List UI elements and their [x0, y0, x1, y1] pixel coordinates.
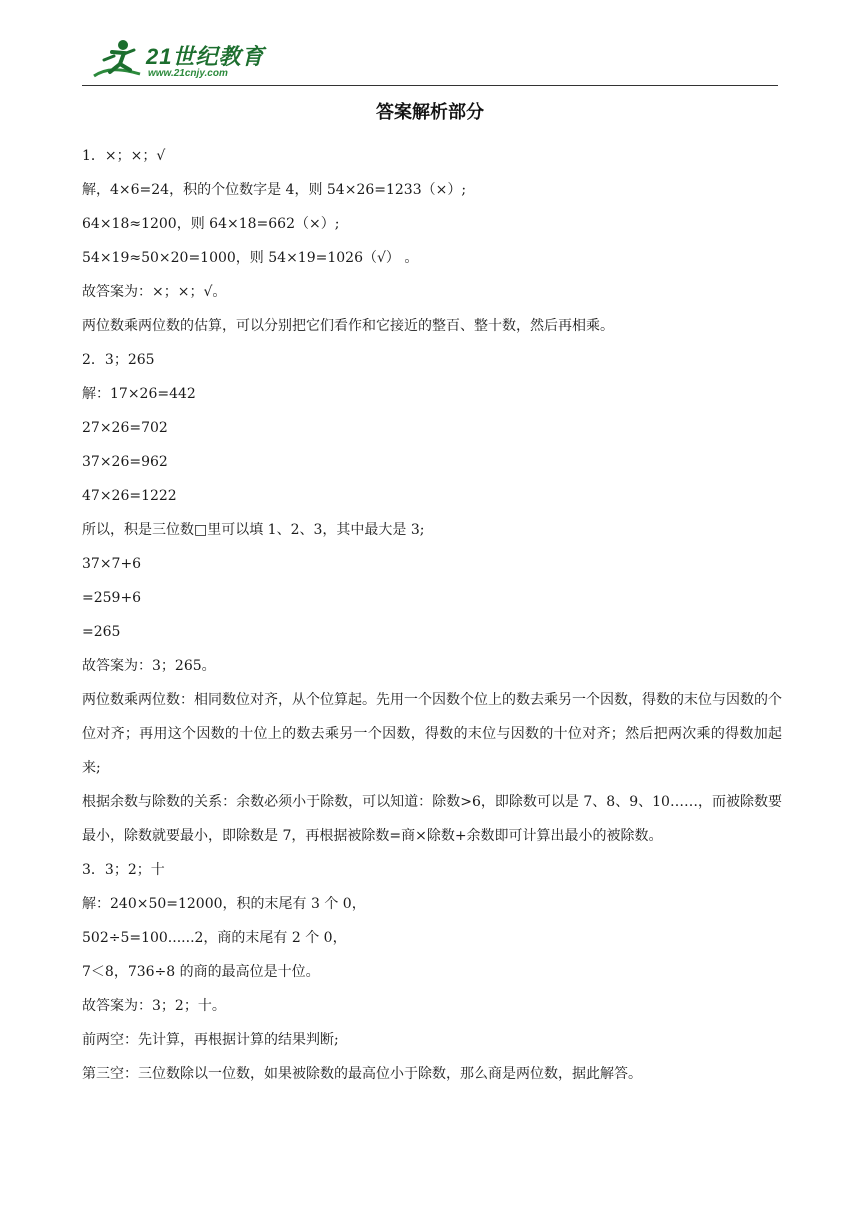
- text-line: 解，4×6=24，积的个位数字是 4，则 54×26=1233（×）;: [82, 182, 467, 198]
- page-title: 答案解析部分: [376, 102, 484, 123]
- runner-logo-icon: [90, 38, 146, 82]
- text-line: 前两空：先计算，再根据计算的结果判断;: [82, 1032, 339, 1048]
- text-line: =259+6: [82, 590, 142, 606]
- text-line: 两位数乘两位数的估算，可以分别把它们看作和它接近的整百、整十数，然后再相乘。: [82, 318, 614, 334]
- logo-url: www.21cnjy.com: [148, 68, 228, 79]
- text-line: 7＜8，736÷8 的商的最高位是十位。: [82, 964, 320, 980]
- text-line: 47×26=1222: [82, 488, 177, 504]
- text-line: 54×19≈50×20=1000，则 54×19=1026（√） 。: [82, 250, 419, 266]
- text-paragraph: 两位数乘两位数：相同数位对齐，从个位算起。先用一个因数个位上的数去乘另一个因数，得数的末位与因数的个位对齐；再用这个因数的十位上的数去乘另一个因数，得数的末位与因数的十位对齐；然后把两次乘的得数加起来;: [82, 692, 782, 776]
- text-line: 故答案为：3；2；十。: [82, 998, 226, 1014]
- text-line: 3．3；2；十: [82, 862, 165, 878]
- text-line: 1．×；×；√: [82, 148, 166, 164]
- text-line: 2．3；265: [82, 352, 155, 368]
- text-line: 故答案为：3；265。: [82, 658, 216, 674]
- header-divider: [82, 85, 778, 86]
- text-line: 第三空：三位数除以一位数，如果被除数的最高位小于除数，那么商是两位数，据此解答。: [82, 1066, 642, 1082]
- text-line: 解：17×26=442: [82, 386, 196, 402]
- answer-content: [82, 139, 782, 1091]
- text-line: 解：240×50=12000，积的末尾有 3 个 0，: [82, 896, 366, 912]
- logo: [90, 38, 265, 82]
- text-line: 37×7+6: [82, 556, 142, 572]
- logo-text: 21世纪教育: [146, 44, 265, 69]
- page-header: [82, 34, 778, 86]
- text-line: 故答案为：×；×；√。: [82, 284, 227, 300]
- text-line: 27×26=702: [82, 420, 168, 436]
- text-line: 37×26=962: [82, 454, 168, 470]
- text-line: =265: [82, 624, 121, 640]
- text-line: 所以，积是三位数□里可以填 1、2、3，其中最大是 3;: [82, 522, 425, 538]
- text-line: 64×18≈1200，则 64×18=662（×）;: [82, 216, 340, 232]
- text-paragraph: 根据余数与除数的关系：余数必须小于除数，可以知道：除数>6，即除数可以是 7、8、9、10……，而被除数要最小，除数就要最小，即除数是 7，再根据被除数=商×除数+余数即可计算出最小的被除数。: [82, 794, 782, 844]
- text-line: 502÷5=100......2，商的末尾有 2 个 0，: [82, 930, 347, 946]
